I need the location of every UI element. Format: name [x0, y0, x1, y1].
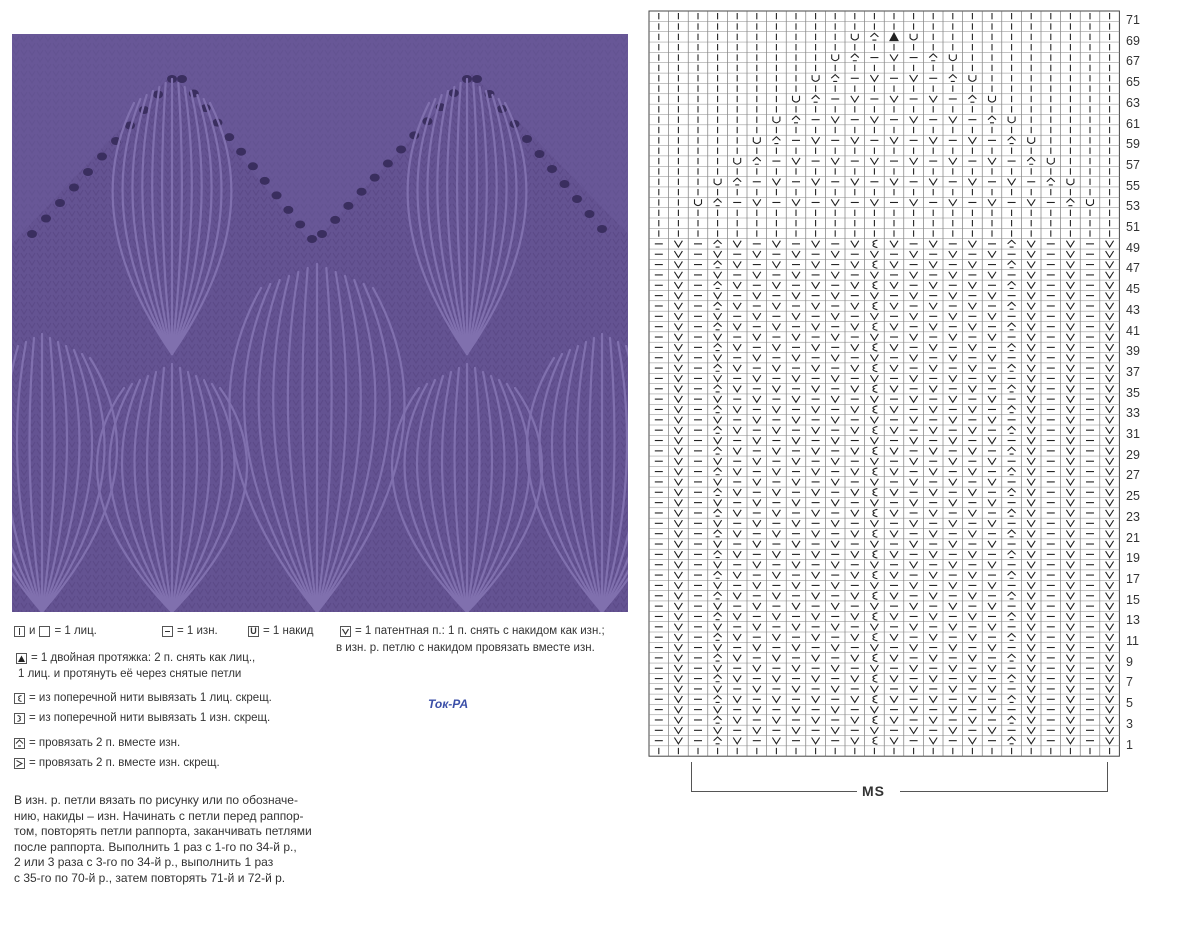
- row-number: 35: [1126, 385, 1140, 400]
- repeat-label: MS: [862, 783, 885, 799]
- legend-brioche-text-2: в изн. р. петлю с накидом провязать вместе изн.: [336, 642, 595, 654]
- legend-p2tog: [14, 736, 180, 751]
- increase-purl-twisted-icon: [14, 713, 25, 724]
- row-number: 61: [1126, 116, 1140, 131]
- repeat-bracket-right: [1107, 762, 1108, 792]
- row-number: 37: [1126, 364, 1140, 379]
- row-number: 13: [1126, 613, 1140, 628]
- purl-two-together-twisted-icon: [14, 758, 25, 769]
- row-number: 41: [1126, 323, 1140, 338]
- row-number: 57: [1126, 157, 1140, 172]
- row-number: 69: [1126, 33, 1140, 48]
- author-signature: Ток-РА: [428, 697, 469, 711]
- knit-symbol-icon: [14, 626, 25, 637]
- legend-double-decrease: [16, 651, 255, 666]
- row-number: 23: [1126, 509, 1140, 524]
- increase-knit-twisted-icon: [14, 693, 25, 704]
- row-number: 21: [1126, 530, 1140, 545]
- row-number: 65: [1126, 75, 1140, 90]
- legend-and: и: [29, 625, 36, 637]
- purl-symbol-icon: [162, 626, 173, 637]
- legend-purl-text: = 1 изн.: [177, 625, 218, 637]
- legend-inc-purl: [14, 711, 270, 726]
- swatch-photo: [12, 34, 628, 612]
- row-number: 47: [1126, 261, 1140, 276]
- knitted-swatch-image: [12, 34, 628, 612]
- row-number: 9: [1126, 654, 1133, 669]
- row-number: 31: [1126, 427, 1140, 441]
- repeat-bracket-bottom-right: [900, 791, 1107, 792]
- legend-yo-text: = 1 накид: [263, 625, 314, 637]
- row-number: 45: [1126, 282, 1140, 297]
- row-number: 33: [1126, 406, 1140, 421]
- legend-brioche-text-1: = 1 патентная п.: 1 п. снять с накидом как изн.;: [355, 625, 605, 637]
- brioche-stitch-icon: [340, 626, 351, 637]
- legend-double-decrease-2: [18, 667, 241, 682]
- row-number: 51: [1126, 220, 1140, 234]
- row-number: 5: [1126, 696, 1133, 711]
- legend-p2tog-tbl-text: = провязать 2 п. вместе изн. скрещ.: [29, 757, 220, 769]
- legend-brioche-2: [336, 641, 595, 656]
- legend-p2tog-text: = провязать 2 п. вместе изн.: [29, 737, 181, 749]
- row-number: 27: [1126, 468, 1140, 483]
- repeat-bracket-left: [691, 762, 692, 792]
- legend-yo: [248, 624, 313, 639]
- legend-purl: [162, 624, 218, 639]
- legend-knit-text: = 1 лиц.: [54, 625, 97, 637]
- row-number: 59: [1126, 137, 1140, 152]
- yarn-over-icon: U: [248, 626, 259, 637]
- row-number: 11: [1126, 634, 1139, 648]
- row-number: 15: [1126, 592, 1140, 607]
- purl-two-together-icon: [14, 738, 25, 749]
- row-number: 71: [1126, 13, 1140, 27]
- row-number: 3: [1126, 716, 1133, 731]
- stitch-chart: [648, 10, 1124, 770]
- row-number: 17: [1126, 571, 1140, 586]
- row-number: 43: [1126, 302, 1140, 317]
- row-number: 63: [1126, 95, 1140, 110]
- repeat-bracket-bottom-left: [691, 791, 857, 792]
- row-number: 53: [1126, 199, 1140, 214]
- row-number: 19: [1126, 551, 1140, 566]
- legend-dbl-dec-text-2: 1 лиц. и протянуть её через снятые петли: [18, 668, 242, 680]
- row-number: 29: [1126, 447, 1140, 462]
- row-number: 25: [1126, 489, 1140, 504]
- legend-inc-knit: [14, 691, 272, 706]
- legend-knit: [14, 624, 97, 639]
- row-number: 1: [1126, 737, 1133, 752]
- row-number: 39: [1126, 344, 1140, 359]
- instructions-text: В изн. р. петли вязать по рисунку или по обозначе- нию, накиды – изн. Начинать с петли перед раппор- том, повторять петли раппорта, заканчивать петлями после раппорта. Выполнить 1 раз с 1-го по 34-й р., 2 или 3 раза с 3-го по 34-й р., выполнить 1 раз с 35-го по 70-й р., затем повторять 71-й и 72-й р.: [14, 793, 312, 885]
- row-number: 49: [1126, 240, 1140, 255]
- blank-cell-icon: [39, 626, 50, 637]
- row-number: 7: [1126, 675, 1133, 690]
- legend-inc-purl-text: = из поперечной нити вывязать 1 изн. скрещ.: [29, 712, 271, 724]
- legend-inc-knit-text: = из поперечной нити вывязать 1 лиц. скрещ.: [29, 692, 272, 704]
- row-number: 55: [1126, 178, 1140, 193]
- legend-dbl-dec-text-1: = 1 двойная протяжка: 2 п. снять как лиц.,: [31, 652, 256, 664]
- double-decrease-icon: [16, 653, 27, 664]
- legend-p2tog-tbl: [14, 756, 220, 771]
- legend-brioche-1: [340, 624, 605, 639]
- row-number: 67: [1126, 54, 1140, 69]
- chart-grid: [649, 11, 1119, 756]
